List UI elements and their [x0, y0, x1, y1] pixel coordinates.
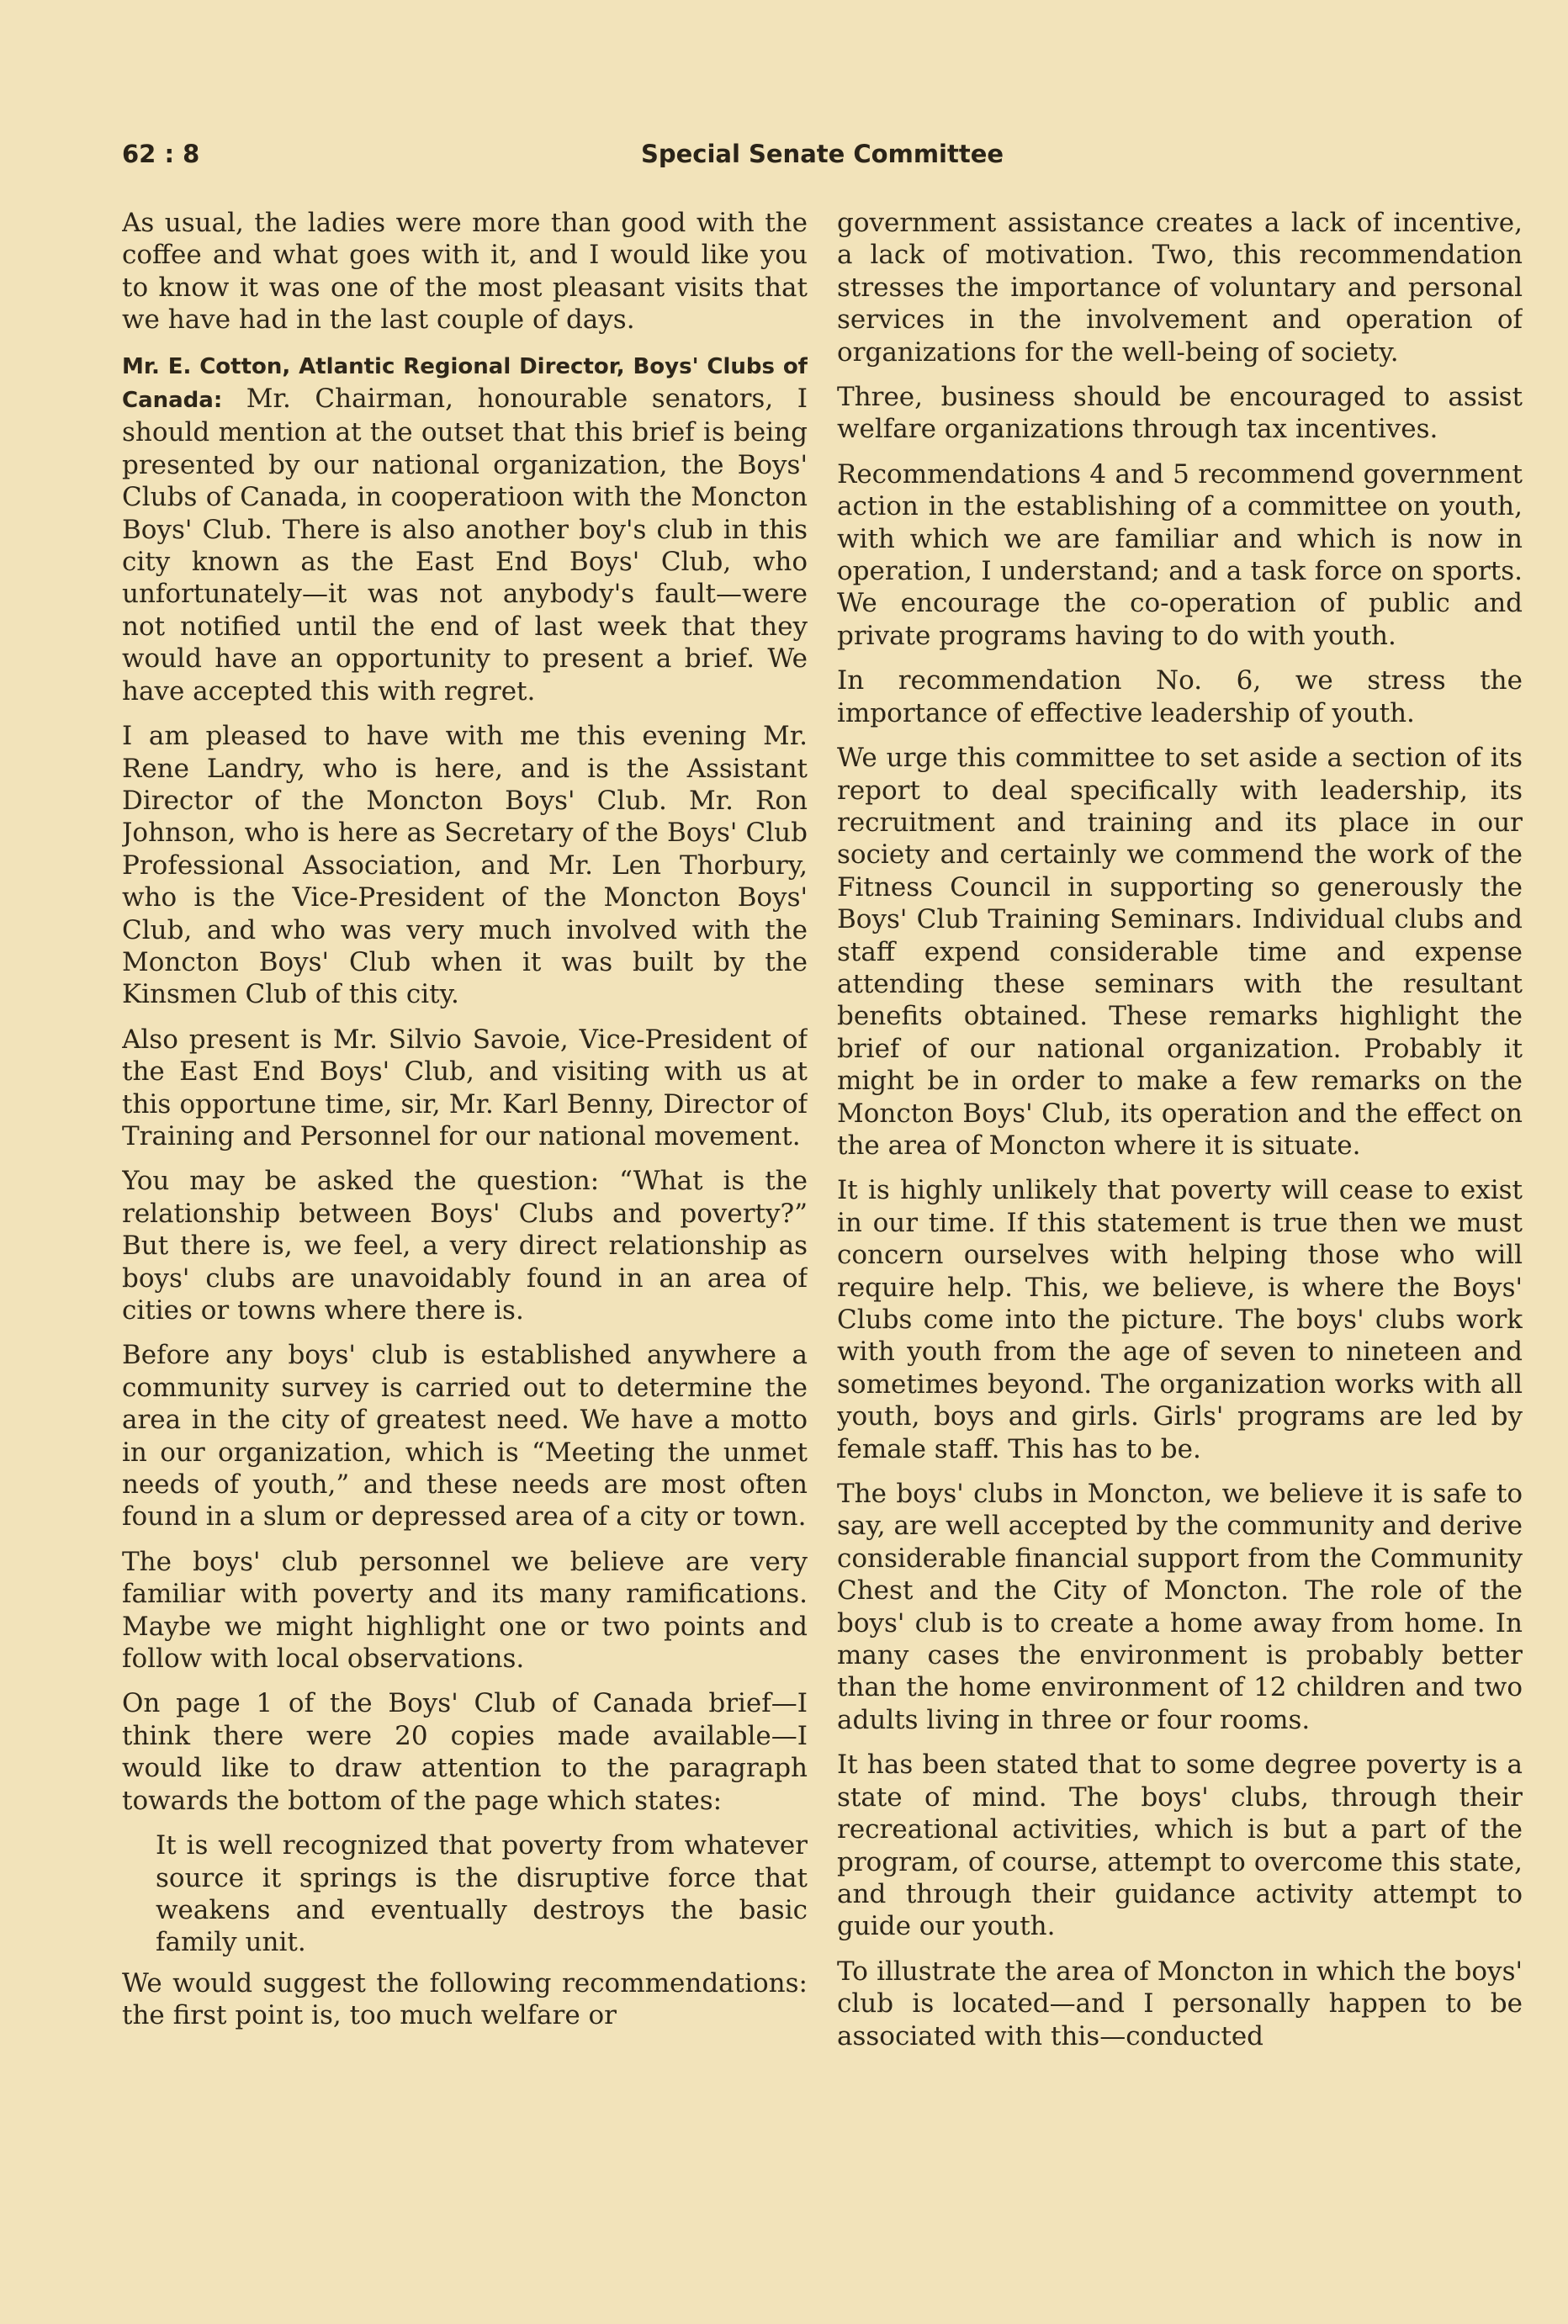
paragraph: Recommendations 4 and 5 recommend government action in the establishing of a committee on youth, with which we are familiar and which is now in operation, I understand; and a task force on sports. We encourage the co-operation of public and private programs having to do with youth.: [837, 458, 1523, 651]
page-number: 62 : 8: [122, 140, 200, 168]
page-header: [122, 135, 1523, 177]
left-column: [122, 207, 808, 2209]
paragraph: Three, business should be encouraged to assist welfare organizations through tax incentives.: [837, 382, 1523, 445]
paragraph: As usual, the ladies were more than good with the coffee and what goes with it, and I would like you to know it was one of the most pleasant visits that we have had in the last couple of days.: [122, 208, 808, 336]
page-title: Special Senate Committee: [640, 140, 1004, 168]
paragraph: It is highly unlikely that poverty will cease to exist in our time. If this statement is true then we must concern ourselves with helping those who will require help. This, we believe, is where the Boys' Clubs come into the picture. The boys' clubs work with youth from the age of seven to nineteen and sometimes beyond. The organization works with all youth, boys and girls. Girls' programs are led by female staff. This has to be.: [837, 1175, 1523, 1464]
paragraph: It has been stated that to some degree poverty is a state of mind. The boys' clubs, through their recreational activities, which is but a part of the program, of course, attempt to overcome this state, and through their guidance activity attempt to guide our youth.: [837, 1750, 1523, 1942]
paragraph: The boys' clubs in Moncton, we believe it is safe to say, are well accepted by the community and derive considerable financial support from the Community Chest and the City of Moncton. The role of the boys' club is to create a home away from home. In many cases the environment is probably better than the home environment of 12 children and two adults living in three or four rooms.: [837, 1479, 1523, 1735]
paragraph: You may be asked the question: “What is the relationship between Boys' Clubs and poverty?” But there is, we feel, a very direct relationship as boys' clubs are unavoidably found in an area of cities or towns where there is.: [122, 1166, 808, 1326]
right-column: [837, 207, 1523, 2209]
paragraph: We urge this committee to set aside a section of its report to deal specifically with leadership, its recruitment and training and its place in our society and certainly we commend the work of the Fitness Council in supporting so generously the Boys' Club Training Seminars. Individual clubs and staff expend considerable time and expense attending these seminars with the resultant benefits obtained. These remarks highlight the brief of our national organization. Probably it might be in order to make a few remarks on the Moncton Boys' Club, its operation and the effect on the area of Moncton where it is situate.: [837, 743, 1523, 1161]
paragraph: We would suggest the following recommendations: the first point is, too much welfare or: [122, 1967, 808, 2031]
paragraph: Also present is Mr. Silvio Savoie, Vice-President of the East End Boys' Club, and visiting with us at this opportune time, sir, Mr. Karl Benny, Director of Training and Personnel for our national movement.: [122, 1024, 808, 1151]
speaker-name: Mr. E. Cotton, Atlantic Regional Director, Boys' Clubs of Canada:: [122, 353, 808, 414]
paragraph: Before any boys' club is established anywhere a community survey is carried out to determine the area in the city of greatest need. We have a motto in our organization, which is “Meeting the unmet needs of youth,” and these needs are most often found in a slum or depressed area of a city or town.: [122, 1340, 808, 1533]
paragraph: government assistance creates a lack of incentive, a lack of motivation. Two, this recommendation stresses the importance of voluntary and personal services in the involvement and operation of organizations for the well-being of society.: [837, 208, 1523, 368]
paragraph: To illustrate the area of Moncton in which the boys' club is located—and I personally happen to be associated with this—conducted: [837, 1956, 1523, 2051]
paragraph: The boys' club personnel we believe are very familiar with poverty and its many ramifications. Maybe we might highlight one or two points and follow with local observations.: [122, 1546, 808, 1675]
paragraph: On page 1 of the Boys' Club of Canada brief—I think there were 20 copies made available—I would like to draw attention to the paragraph towards the bottom of the page which states:: [122, 1688, 808, 1816]
speaker-paragraph: [122, 349, 808, 707]
paragraph: I am pleased to have with me this evening Mr. Rene Landry, who is here, and is the Assistant Director of the Moncton Boys' Club. Mr. Ron Johnson, who is here as Secretary of the Boys' Club Professional Association, and Mr. Len Thorbury, who is the Vice-President of the Moncton Boys' Club, and who was very much involved with the Moncton Boys' Club when it was built by the Kinsmen Club of this city.: [122, 721, 808, 1010]
paragraph: In recommendation No. 6, we stress the importance of effective leadership of youth.: [837, 665, 1523, 728]
block-quote: It is well recognized that poverty from whatever source it springs is the disruptive force that weakens and eventually destroys the basic family unit.: [156, 1830, 808, 1958]
speaker-text: Mr. Chairman, honourable senators, I should mention at the outset that this brief is being presented by our national organization, the Boys' Clubs of Canada, in cooperatioon with the Moncton Boys' Club. There is also another boy's club in this city known as the East End Boys' Club, who unfortunately—it was not anybody's fault—were not notified until the end of last week that they would have an opportunity to present a brief. We have accepted this with regret.: [122, 384, 808, 707]
